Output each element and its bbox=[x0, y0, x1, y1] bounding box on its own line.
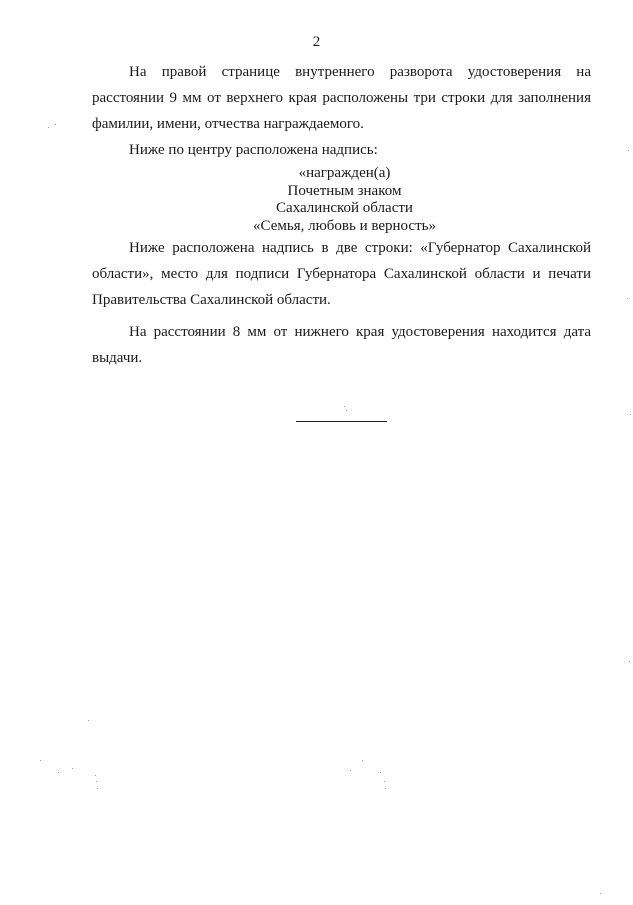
award-inscription-line-4: «Семья, любовь и верность» bbox=[253, 217, 436, 234]
scan-speck bbox=[58, 772, 59, 773]
award-inscription-line-1: «награжден(а) bbox=[298, 165, 391, 181]
paragraph-center-inscription-intro: Ниже по центру расположена надпись: bbox=[129, 142, 378, 158]
end-of-document-rule bbox=[296, 421, 387, 422]
paragraph-issue-date: На расстоянии 8 мм от нижнего края удостоверения находится дата выдачи. bbox=[92, 324, 591, 366]
paragraph-governor-signature: Ниже расположена надпись в две строки: «Губернатор Сахалинской области», место для подписи Губернатора Сахалинской области и печати Правительства Сахалинской области. bbox=[92, 240, 591, 308]
paragraph-certificate-layout: На правой странице внутреннего разворота удостоверения на расстоянии 9 мм от верхнего края расположены три строки для заполнения фамилии, имени, отчества награждаемого. bbox=[92, 64, 591, 132]
scan-speck bbox=[362, 760, 363, 761]
scan-speck bbox=[344, 406, 345, 407]
scan-speck bbox=[629, 661, 630, 662]
document-body bbox=[92, 59, 591, 371]
scan-speck bbox=[346, 410, 347, 411]
scan-speck bbox=[628, 150, 629, 151]
scan-speck bbox=[380, 772, 381, 773]
scan-speck bbox=[40, 760, 41, 761]
scan-speck bbox=[630, 414, 631, 415]
award-inscription bbox=[92, 165, 591, 235]
scan-speck bbox=[72, 768, 73, 769]
scan-speck bbox=[48, 127, 49, 128]
scan-speck bbox=[600, 893, 601, 894]
scan-speck bbox=[95, 775, 96, 776]
scan-speck bbox=[627, 298, 628, 299]
scan-speck bbox=[385, 788, 386, 789]
scan-speck bbox=[97, 788, 98, 789]
award-inscription-line-2: Почетным знаком bbox=[287, 182, 402, 199]
scan-speck bbox=[96, 781, 97, 782]
scan-speck bbox=[88, 720, 89, 721]
scan-speck bbox=[55, 124, 56, 125]
scan-speck bbox=[384, 781, 385, 782]
page-number: 2 bbox=[312, 34, 321, 50]
award-inscription-line-3: Сахалинской области bbox=[276, 200, 413, 216]
scan-speck bbox=[350, 770, 351, 771]
